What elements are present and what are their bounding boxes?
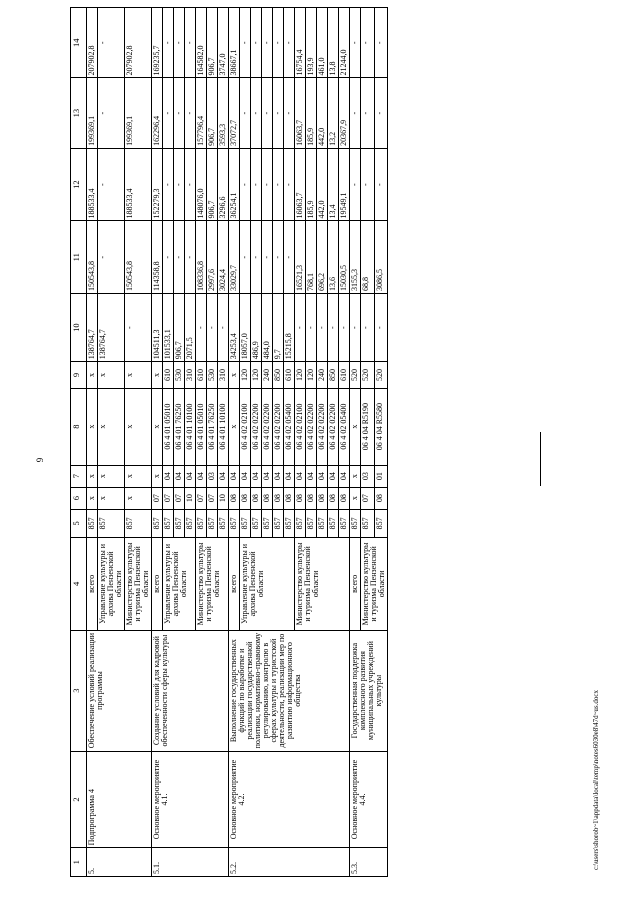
target-article: 06 4 02 02100 xyxy=(295,388,306,465)
row-number: 5. xyxy=(87,848,152,877)
amount-year-2: 15030,5 xyxy=(339,221,350,294)
amount-year-3: 13,4 xyxy=(328,148,339,221)
expense-type: x xyxy=(98,362,125,388)
amount-year-5: - xyxy=(262,8,273,78)
executor: всего xyxy=(152,538,163,630)
amount-year-3: - xyxy=(262,148,273,221)
amount-year-2: - xyxy=(98,221,125,294)
subsection-code: 04 xyxy=(295,465,306,487)
amount-year-5: - xyxy=(185,8,196,78)
target-article: 06 4 02 02200 xyxy=(317,388,328,465)
grbs-code: 857 xyxy=(350,509,361,538)
amount-year-5: 13,8 xyxy=(328,8,339,78)
amount-year-1: 18057,0 xyxy=(240,294,251,362)
expense-type: 610 xyxy=(163,362,174,388)
executor: Министерство культуры и туризма Пензенской области xyxy=(125,538,152,630)
amount-year-5: 38667,1 xyxy=(229,8,240,78)
expense-type: 850 xyxy=(328,362,339,388)
amount-year-2: 696,2 xyxy=(317,221,328,294)
amount-year-2: - xyxy=(163,221,174,294)
subsection-code: 04 xyxy=(229,465,240,487)
grbs-code: 857 xyxy=(295,509,306,538)
expense-type: 120 xyxy=(306,362,317,388)
subsection-code: 03 xyxy=(207,465,218,487)
column-number: 12 xyxy=(71,148,87,221)
amount-year-4: - xyxy=(163,78,174,148)
amount-year-4: 20367,9 xyxy=(339,78,350,148)
section-code: x xyxy=(98,487,125,509)
subsection-code: 04 xyxy=(317,465,328,487)
amount-year-5: - xyxy=(284,8,295,78)
amount-year-1: - xyxy=(328,294,339,362)
section-code: 07 xyxy=(152,487,163,509)
column-number: 7 xyxy=(71,465,87,487)
amount-year-3: 188533,4 xyxy=(87,148,98,221)
grbs-code: 857 xyxy=(229,509,240,538)
expense-type: 120 xyxy=(251,362,262,388)
amount-year-3: 36254,1 xyxy=(229,148,240,221)
target-article: x xyxy=(125,388,152,465)
expense-type: 610 xyxy=(339,362,350,388)
executor: Министерство культуры и туризма Пензенской области xyxy=(196,538,229,630)
amount-year-4: 37072,7 xyxy=(229,78,240,148)
amount-year-3: 442,0 xyxy=(317,148,328,221)
section-code: 07 xyxy=(174,487,185,509)
grbs-code: 857 xyxy=(273,509,284,538)
amount-year-2: 33029,7 xyxy=(229,221,240,294)
table-row xyxy=(350,8,361,877)
amount-year-1: - xyxy=(196,294,207,362)
amount-year-2: 3024,4 xyxy=(218,221,229,294)
amount-year-3: 188533,4 xyxy=(125,148,152,221)
amount-year-1: 104511,3 xyxy=(152,294,163,362)
amount-year-3: 152279,3 xyxy=(152,148,163,221)
subsection-code: x xyxy=(98,465,125,487)
amount-year-4: - xyxy=(251,78,262,148)
grbs-code: 857 xyxy=(125,509,152,538)
expense-type: 520 xyxy=(361,362,375,388)
amount-year-1: 15215,8 xyxy=(284,294,295,362)
expense-type: 850 xyxy=(273,362,284,388)
subsection-code: x xyxy=(125,465,152,487)
executor: Управление культуры и архива Пензенской области xyxy=(240,538,295,630)
amount-year-4: - xyxy=(284,78,295,148)
target-article: 06 4 02 05400 xyxy=(339,388,350,465)
row-number: 5.2. xyxy=(229,848,350,877)
expense-type: 610 xyxy=(196,362,207,388)
measure-description: Выполнение государственных функций по выработке и реализации государственной политики, нормативно-правовому регулированию, контролю в сферах культуры и туристской деятельности, реализации мер по развитию информационного общества xyxy=(229,630,350,751)
amount-year-5: - xyxy=(273,8,284,78)
amount-year-4: - xyxy=(185,78,196,148)
target-article: 06 4 01 10100 xyxy=(218,388,229,465)
amount-year-1: - xyxy=(295,294,306,362)
amount-year-2: 768,1 xyxy=(306,221,317,294)
amount-year-3: 16063,7 xyxy=(295,148,306,221)
amount-year-3: - xyxy=(98,148,125,221)
subsection-code: x xyxy=(350,465,361,487)
subsection-code: 04 xyxy=(163,465,174,487)
amount-year-5: 164582,0 xyxy=(196,8,207,78)
target-article: 06 4 01 76250 xyxy=(207,388,218,465)
budget-table xyxy=(70,7,388,877)
amount-year-4: - xyxy=(350,78,361,148)
amount-year-4: 199369,1 xyxy=(125,78,152,148)
expense-type: 310 xyxy=(185,362,196,388)
amount-year-5: - xyxy=(350,8,361,78)
section-code: 08 xyxy=(262,487,273,509)
amount-year-5: 16754,4 xyxy=(295,8,306,78)
measure-name: Основное мероприятие 4.1. xyxy=(152,751,229,848)
executor: Министерство культуры и туризма Пензенской области xyxy=(361,538,388,630)
amount-year-4: 3593,3 xyxy=(218,78,229,148)
section-code: 08 xyxy=(339,487,350,509)
amount-year-4: 13,2 xyxy=(328,78,339,148)
column-number: 11 xyxy=(71,221,87,294)
grbs-code: 857 xyxy=(284,509,295,538)
section-code: 08 xyxy=(229,487,240,509)
amount-year-4: - xyxy=(240,78,251,148)
target-article: 06 4 02 02200 xyxy=(306,388,317,465)
rotated-table-wrapper xyxy=(70,7,541,877)
amount-year-4: 16063,7 xyxy=(295,78,306,148)
measure-description: Создание условий для кадровой обеспеченности сферы культуры xyxy=(152,630,229,751)
target-article: x xyxy=(87,388,98,465)
amount-year-1: 34253,4 xyxy=(229,294,240,362)
section-code: x xyxy=(87,487,98,509)
amount-year-1: 101533,1 xyxy=(163,294,174,362)
amount-year-1: 484,0 xyxy=(262,294,273,362)
amount-year-1: 486,9 xyxy=(251,294,262,362)
expense-type: 520 xyxy=(374,362,388,388)
amount-year-2: - xyxy=(174,221,185,294)
executor: Министерство культуры и туризма Пензенской области xyxy=(295,538,350,630)
amount-year-5: - xyxy=(361,8,375,78)
amount-year-2: - xyxy=(284,221,295,294)
subsection-code: 04 xyxy=(196,465,207,487)
amount-year-2: 3155,3 xyxy=(350,221,361,294)
column-number: 9 xyxy=(71,362,87,388)
amount-year-1: 2071,5 xyxy=(185,294,196,362)
amount-year-4: - xyxy=(374,78,388,148)
amount-year-1: - xyxy=(339,294,350,362)
grbs-code: 857 xyxy=(262,509,273,538)
expense-type: 120 xyxy=(295,362,306,388)
amount-year-2: 114358,8 xyxy=(152,221,163,294)
section-code: 08 xyxy=(240,487,251,509)
executor: всего xyxy=(229,538,240,630)
subsection-code: 04 xyxy=(251,465,262,487)
expense-type: x xyxy=(87,362,98,388)
column-number-row xyxy=(71,8,87,877)
section-code: 08 xyxy=(317,487,328,509)
column-number: 1 xyxy=(71,848,87,877)
amount-year-1: - xyxy=(350,294,361,362)
section-code: 07 xyxy=(207,487,218,509)
amount-year-1: - xyxy=(317,294,328,362)
target-article: 06 4 01 10100 xyxy=(185,388,196,465)
subsection-code: 04 xyxy=(284,465,295,487)
subsection-code: 04 xyxy=(262,465,273,487)
subsection-code: 04 xyxy=(174,465,185,487)
amount-year-4: - xyxy=(98,78,125,148)
grbs-code: 857 xyxy=(361,509,375,538)
expense-type: 240 xyxy=(317,362,328,388)
column-number: 2 xyxy=(71,751,87,848)
amount-year-3: - xyxy=(163,148,174,221)
table-row xyxy=(152,8,163,877)
subsection-code: 04 xyxy=(339,465,350,487)
grbs-code: 857 xyxy=(218,509,229,538)
expense-type: 520 xyxy=(350,362,361,388)
target-article: x xyxy=(152,388,163,465)
column-number: 5 xyxy=(71,509,87,538)
grbs-code: 857 xyxy=(317,509,328,538)
amount-year-2: - xyxy=(273,221,284,294)
amount-year-3: 3296,6 xyxy=(218,148,229,221)
grbs-code: 857 xyxy=(207,509,218,538)
amount-year-5: - xyxy=(374,8,388,78)
expense-type: x xyxy=(152,362,163,388)
subsection-code: x xyxy=(87,465,98,487)
subsection-code: 04 xyxy=(273,465,284,487)
section-code: 08 xyxy=(251,487,262,509)
amount-year-2: 16521,3 xyxy=(295,221,306,294)
executor: всего xyxy=(350,538,361,630)
grbs-code: 857 xyxy=(87,509,98,538)
section-code: 08 xyxy=(306,487,317,509)
amount-year-2: 68,8 xyxy=(361,221,375,294)
section-code: 08 xyxy=(273,487,284,509)
target-article: 06 4 04 R5190 xyxy=(361,388,375,465)
column-number: 8 xyxy=(71,388,87,465)
target-article: 06 4 02 02200 xyxy=(273,388,284,465)
amount-year-2: 2997,6 xyxy=(207,221,218,294)
target-article: 06 4 02 02100 xyxy=(240,388,251,465)
target-article: 06 4 01 05010 xyxy=(163,388,174,465)
target-article: 06 4 02 02200 xyxy=(262,388,273,465)
amount-year-2: 150543,8 xyxy=(87,221,98,294)
measure-name: Основное мероприятие 4.2. xyxy=(229,751,350,848)
amount-year-3: 19549,1 xyxy=(339,148,350,221)
amount-year-2: 3086,5 xyxy=(374,221,388,294)
amount-year-5: 3747,0 xyxy=(218,8,229,78)
measure-description: Государственная поддержка комплексного развития муниципальных учреждений культуры xyxy=(350,630,388,751)
amount-year-4: - xyxy=(361,78,375,148)
target-article: x xyxy=(350,388,361,465)
executor: Управление культуры и архива Пензенской области xyxy=(98,538,125,630)
amount-year-5: - xyxy=(240,8,251,78)
amount-year-4: 162296,4 xyxy=(152,78,163,148)
table-row xyxy=(87,8,98,877)
amount-year-2: - xyxy=(240,221,251,294)
amount-year-5: 207902,8 xyxy=(125,8,152,78)
executor: Управление культуры и архива Пензенской области xyxy=(163,538,196,630)
target-article: 06 4 02 05400 xyxy=(284,388,295,465)
amount-year-4: - xyxy=(174,78,185,148)
grbs-code: 857 xyxy=(240,509,251,538)
grbs-code: 857 xyxy=(328,509,339,538)
amount-year-1: - xyxy=(361,294,375,362)
amount-year-4: 185,9 xyxy=(306,78,317,148)
amount-year-2: 108336,8 xyxy=(196,221,207,294)
amount-year-3: 148076,0 xyxy=(196,148,207,221)
page-number: 9 xyxy=(35,457,45,463)
section-code: 10 xyxy=(218,487,229,509)
column-number: 3 xyxy=(71,630,87,751)
target-article: 06 4 04 R5580 xyxy=(374,388,388,465)
section-code: 07 xyxy=(361,487,375,509)
executor: всего xyxy=(87,538,98,630)
amount-year-3: - xyxy=(240,148,251,221)
target-article: 06 4 02 02200 xyxy=(251,388,262,465)
amount-year-3: - xyxy=(174,148,185,221)
section-code: 08 xyxy=(374,487,388,509)
subsection-code: 01 xyxy=(374,465,388,487)
row-number: 5.1. xyxy=(152,848,229,877)
amount-year-2: - xyxy=(251,221,262,294)
amount-year-3: - xyxy=(374,148,388,221)
expense-type: x xyxy=(229,362,240,388)
subsection-code: 04 xyxy=(218,465,229,487)
target-article: x xyxy=(229,388,240,465)
amount-year-1: - xyxy=(218,294,229,362)
expense-type: 120 xyxy=(240,362,251,388)
target-article: 06 4 01 76250 xyxy=(174,388,185,465)
amount-year-3: 185,9 xyxy=(306,148,317,221)
amount-year-5: 21244,0 xyxy=(339,8,350,78)
amount-year-1: - xyxy=(374,294,388,362)
subsection-code: x xyxy=(152,465,163,487)
amount-year-3: - xyxy=(273,148,284,221)
section-code: 08 xyxy=(295,487,306,509)
program-description: Обеспечение условий реализации программы xyxy=(87,630,152,751)
measure-name: Основное мероприятие 4.4. xyxy=(350,751,388,848)
expense-type: 530 xyxy=(174,362,185,388)
subsection-code: 04 xyxy=(240,465,251,487)
grbs-code: 857 xyxy=(98,509,125,538)
target-article: x xyxy=(98,388,125,465)
amount-year-2: 13,6 xyxy=(328,221,339,294)
subsection-code: 03 xyxy=(361,465,375,487)
amount-year-3: 906,7 xyxy=(207,148,218,221)
grbs-code: 857 xyxy=(374,509,388,538)
column-number: 6 xyxy=(71,487,87,509)
grbs-code: 857 xyxy=(163,509,174,538)
amount-year-4: - xyxy=(273,78,284,148)
amount-year-5: 193,9 xyxy=(306,8,317,78)
grbs-code: 857 xyxy=(174,509,185,538)
amount-year-5: 207902,8 xyxy=(87,8,98,78)
expense-type: 310 xyxy=(218,362,229,388)
column-number: 4 xyxy=(71,538,87,630)
section-code: 07 xyxy=(196,487,207,509)
section-code: 08 xyxy=(328,487,339,509)
column-number: 14 xyxy=(71,8,87,78)
amount-year-3: - xyxy=(284,148,295,221)
amount-year-1: 138764,7 xyxy=(87,294,98,362)
amount-year-5: - xyxy=(174,8,185,78)
expense-type: 530 xyxy=(207,362,218,388)
grbs-code: 857 xyxy=(306,509,317,538)
amount-year-3: - xyxy=(361,148,375,221)
amount-year-2: 150543,8 xyxy=(125,221,152,294)
amount-year-3: - xyxy=(251,148,262,221)
section-code: 10 xyxy=(185,487,196,509)
amount-year-4: 157796,4 xyxy=(196,78,207,148)
expense-type: x xyxy=(125,362,152,388)
target-article: 06 4 01 05010 xyxy=(196,388,207,465)
amount-year-4: 906,7 xyxy=(207,78,218,148)
grbs-code: 857 xyxy=(185,509,196,538)
amount-year-5: - xyxy=(98,8,125,78)
section-code: 08 xyxy=(284,487,295,509)
amount-year-1: - xyxy=(306,294,317,362)
amount-year-1: 138764,7 xyxy=(98,294,125,362)
table-row xyxy=(229,8,240,877)
amount-year-2: - xyxy=(262,221,273,294)
subsection-code: 04 xyxy=(328,465,339,487)
expense-type: 610 xyxy=(284,362,295,388)
row-number: 5.3. xyxy=(350,848,388,877)
subsection-code: 04 xyxy=(185,465,196,487)
amount-year-3: - xyxy=(350,148,361,221)
amount-year-4: 442,0 xyxy=(317,78,328,148)
amount-year-1: - xyxy=(207,294,218,362)
file-path-footer: c:\users\shorob~1\appdata\local\temp\notes6030e8\47d~us.docx xyxy=(592,689,600,870)
grbs-code: 857 xyxy=(152,509,163,538)
column-number: 10 xyxy=(71,294,87,362)
grbs-code: 857 xyxy=(339,509,350,538)
grbs-code: 857 xyxy=(251,509,262,538)
amount-year-1: 9,7 xyxy=(273,294,284,362)
section-code: x xyxy=(125,487,152,509)
section-code: 07 xyxy=(163,487,174,509)
amount-year-5: - xyxy=(251,8,262,78)
amount-year-5: 906,7 xyxy=(207,8,218,78)
amount-year-5: - xyxy=(163,8,174,78)
amount-year-2: - xyxy=(185,221,196,294)
subsection-code: 04 xyxy=(306,465,317,487)
amount-year-1: - xyxy=(125,294,152,362)
section-code: x xyxy=(350,487,361,509)
program-name: Подпрограмма 4 xyxy=(87,751,152,848)
expense-type: 240 xyxy=(262,362,273,388)
amount-year-4: 199369,1 xyxy=(87,78,98,148)
amount-year-5: 461,0 xyxy=(317,8,328,78)
amount-year-5: 169235,7 xyxy=(152,8,163,78)
amount-year-1: 906,7 xyxy=(174,294,185,362)
grbs-code: 857 xyxy=(196,509,207,538)
target-article: 06 4 02 02200 xyxy=(328,388,339,465)
amount-year-3: - xyxy=(185,148,196,221)
amount-year-4: - xyxy=(262,78,273,148)
column-number: 13 xyxy=(71,78,87,148)
